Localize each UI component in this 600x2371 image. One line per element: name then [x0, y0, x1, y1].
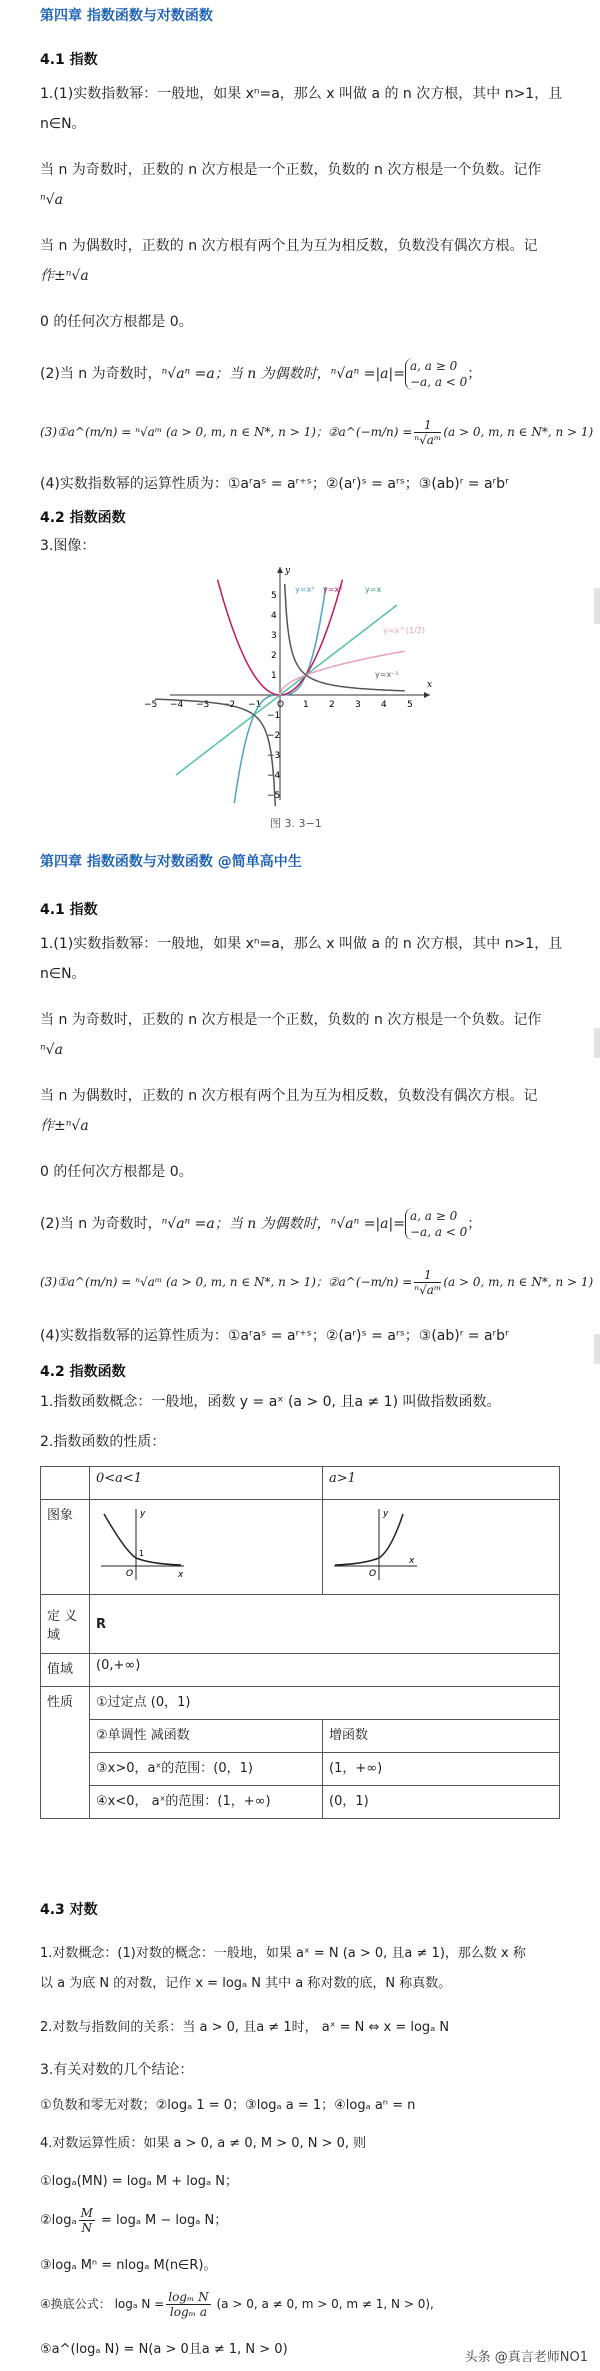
x-tick-label: 2	[329, 700, 335, 710]
table-cell: ④x<0， aˣ的范围：(1，+∞)	[90, 1786, 323, 1819]
x-tick-label: −4	[170, 700, 184, 710]
y-axis-arrow	[277, 567, 283, 573]
paragraph: 0 的任何次方根都是 0。	[40, 1164, 193, 1180]
y-tick-label: −2	[267, 731, 281, 741]
table-row	[41, 1654, 560, 1687]
scroll-marker	[594, 1334, 600, 1364]
formula: ⁿ√a	[40, 192, 63, 208]
table-row	[41, 1786, 560, 1819]
fraction	[166, 2290, 210, 2319]
paragraph: 1.(1)实数指数幂：一般地，如果 xⁿ=a，那么 x 叫做 a 的 n 次方根，其中 n>1，且	[40, 936, 563, 952]
mini-origin-label: O	[126, 1569, 134, 1579]
formula: 作±ⁿ√a	[40, 268, 89, 284]
x-axis-label: x	[427, 680, 433, 690]
formula: ⁿ√a	[40, 1042, 63, 1058]
fraction	[79, 2206, 95, 2235]
table-cell: 值域	[41, 1654, 90, 1687]
row-label: 定 义	[47, 1609, 78, 1624]
numerator: 1	[414, 1268, 441, 1283]
table-cell: ①过定点 (0，1)	[90, 1687, 560, 1720]
table-cell: 图象	[41, 1500, 90, 1595]
paragraph: 1.(1)实数指数幂：一般地，如果 xⁿ=a，那么 x 叫做 a 的 n 次方根，其中 n>1，且	[40, 86, 563, 102]
table-cell: ③x>0，aˣ的范围：(0，1)	[90, 1753, 323, 1786]
case: −a, a < 0	[409, 1225, 468, 1239]
piecewise	[405, 1208, 467, 1240]
text: (2)当 n 为奇数时，	[40, 1216, 162, 1232]
formula: (a > 0, a ≠ 0, m > 0, m ≠ 1, N > 0),	[212, 2297, 434, 2311]
table-row	[41, 1595, 560, 1654]
section-heading: 4.1 指数	[40, 52, 98, 68]
table-cell: (1，+∞)	[323, 1753, 560, 1786]
formula-line	[40, 1268, 594, 1297]
text: ；	[467, 366, 482, 382]
y-tick-label: −5	[267, 791, 281, 801]
numerator: 1	[414, 418, 441, 433]
y-axis-label: y	[285, 566, 291, 576]
paragraph: 4.对数运算性质：如果 a > 0, a ≠ 0, M > 0, N > 0, 则	[40, 2136, 367, 2151]
formula: = logₐ M − logₐ N；	[96, 2213, 228, 2228]
table-header: a>1	[323, 1467, 560, 1500]
curve-label-inverse: y=x⁻¹	[375, 670, 399, 679]
paragraph: 0 的任何次方根都是 0。	[40, 314, 193, 330]
table-cell: (0,+∞)	[90, 1654, 560, 1687]
formula-line: ③logₐ Mⁿ = nlogₐ M(n∈R)。	[40, 2258, 217, 2273]
formula: ⁿ√aⁿ =|a|=	[330, 1216, 405, 1232]
table-row	[41, 1720, 560, 1753]
x-tick-label: 4	[381, 700, 387, 710]
formula-line	[40, 2206, 570, 2235]
mini-y-label: y	[383, 1509, 389, 1519]
curve-label-linear: y=x	[365, 585, 382, 594]
numerator: logₘ N	[168, 2290, 209, 2304]
paragraph: 1.对数概念：(1)对数的概念：一般地，如果 aˣ = N (a > 0, 且a ≠ 1)，那么数 x 称	[40, 1946, 526, 1961]
denominator: N	[81, 2221, 92, 2235]
fraction	[414, 1268, 441, 1297]
case: a, a ≥ 0	[409, 1209, 458, 1223]
chapter-heading: 第四章 指数函数与对数函数	[40, 8, 213, 24]
table-cell	[90, 1500, 323, 1595]
paragraph: 当 n 为偶数时，正数的 n 次方根有两个且为互为相反数，负数没有偶次方根。记	[40, 238, 538, 254]
mini-y-label: y	[140, 1509, 146, 1519]
formula: ④换底公式： logₐ N =	[40, 2297, 165, 2311]
section-heading: 4.2 指数函数	[40, 510, 126, 526]
mini-x-label: x	[178, 1570, 184, 1580]
paragraph: 当 n 为偶数时，正数的 n 次方根有两个且为互为相反数，负数没有偶次方根。记	[40, 1088, 538, 1104]
x-tick-label: O	[277, 700, 285, 710]
paragraph: 以 a 为底 N 的对数，记作 x = logₐ N 其中 a 称对数的底，N 称真数。	[40, 1976, 452, 1991]
table-cell	[41, 1595, 90, 1654]
x-tick-label: −1	[248, 700, 262, 710]
mini-one-label: 1	[139, 1549, 145, 1558]
formula-line	[40, 2290, 570, 2319]
paragraph: ①负数和零无对数；②logₐ 1 = 0；③logₐ a = 1；④logₐ aⁿ = n	[40, 2098, 416, 2113]
increasing-curve-graph	[329, 1504, 419, 1584]
text: ；	[467, 1216, 482, 1232]
table-cell	[323, 1500, 560, 1595]
chapter-heading: 第四章 指数函数与对数函数 @简单高中生	[40, 854, 302, 870]
table-cell: R	[90, 1595, 560, 1654]
table-cell: (0，1)	[323, 1786, 560, 1819]
paragraph: 3.图像：	[40, 538, 96, 554]
text: (2)当 n 为奇数时，	[40, 366, 162, 382]
case: −a, a < 0	[409, 375, 468, 389]
y-tick-label: −1	[267, 711, 281, 721]
x-tick-label: −3	[196, 700, 210, 710]
y-tick-label: 5	[271, 591, 277, 601]
x-tick-label: 5	[407, 700, 413, 710]
x-tick-label: −5	[144, 700, 158, 710]
paragraph: 当 n 为奇数时，正数的 n 次方根是一个正数，负数的 n 次方根是一个负数。记作	[40, 1012, 542, 1028]
section-heading: 4.1 指数	[40, 902, 98, 918]
paragraph: 3.有关对数的几个结论：	[40, 2062, 194, 2078]
table-cell: 增函数	[323, 1720, 560, 1753]
formula: ②logₐ	[40, 2213, 77, 2228]
formula-line: (4)实数指数幂的运算性质为：①aʳaˢ = aʳ⁺ˢ；②(aʳ)ˢ = aʳˢ；③(ab)ʳ = aʳbʳ	[40, 476, 509, 492]
section-heading: 4.2 指数函数	[40, 1364, 126, 1380]
formula-line: (4)实数指数幂的运算性质为：①aʳaˢ = aʳ⁺ˢ；②(aʳ)ˢ = aʳˢ；③(ab)ʳ = aʳbʳ	[40, 1328, 509, 1344]
y-tick-label: 2	[271, 651, 277, 661]
x-tick-label: 3	[355, 700, 361, 710]
formula-line: ⑤a^(logₐ N) = N(a > 0且a ≠ 1, N > 0)	[40, 2342, 288, 2357]
x-tick-label: −2	[222, 700, 236, 710]
curve-linear	[176, 605, 397, 775]
decreasing-curve-graph	[96, 1504, 186, 1584]
y-tick-label: 3	[271, 631, 277, 641]
formula: ⁿ√aⁿ =a；当 n 为偶数时，	[161, 1216, 331, 1232]
curve-inverse-left	[155, 699, 275, 806]
curve-label-cube: y=x³	[295, 585, 315, 594]
formula: (a > 0, m, n ∈ N*, n > 1)	[443, 425, 594, 439]
formula: ⁿ√aⁿ =a；当 n 为偶数时，	[161, 366, 331, 382]
paragraph: 当 n 为奇数时，正数的 n 次方根是一个正数，负数的 n 次方根是一个负数。记作	[40, 162, 542, 178]
table-row	[41, 1467, 560, 1500]
table-cell: ②单调性 减函数	[90, 1720, 323, 1753]
row-label: 域	[47, 1628, 61, 1643]
y-tick-label: 4	[271, 611, 277, 621]
numerator: M	[80, 2206, 93, 2220]
table-header: 0<a<1	[90, 1467, 323, 1500]
denominator: logₘ a	[169, 2305, 207, 2319]
y-tick-label: −4	[267, 771, 281, 781]
formula: (a > 0, m, n ∈ N*, n > 1)	[443, 1275, 594, 1289]
paragraph: n∈N。	[40, 966, 86, 982]
section-heading: 4.3 对数	[40, 1902, 98, 1918]
paragraph: 2.对数与指数间的关系：当 a > 0, 且a ≠ 1时， aˣ = N ⇔ x = logₐ N	[40, 2020, 450, 2035]
table-row	[41, 1753, 560, 1786]
power-functions-graph	[144, 565, 435, 805]
paragraph: 1.指数函数概念：一般地，函数 y = aˣ (a > 0, 且a ≠ 1) 叫做指数函数。	[40, 1394, 501, 1410]
formula: (3)①a^(m/n) = ⁿ√aᵐ (a > 0, m, n ∈ N*, n > 1)；②a^(−m/n) =	[40, 425, 413, 439]
y-tick-label: −3	[267, 751, 281, 761]
watermark: 头条 @真言老师NO1	[464, 2350, 588, 2365]
denominator: ⁿ√aᵐ	[414, 1283, 442, 1297]
y-tick-label: 1	[271, 671, 277, 681]
table-cell	[41, 1467, 90, 1500]
formula: 作±ⁿ√a	[40, 1118, 89, 1134]
formula-line	[40, 418, 594, 447]
formula: ⁿ√aⁿ =|a|=	[330, 366, 405, 382]
scroll-marker	[594, 588, 600, 624]
formula-line	[40, 1208, 570, 1240]
figure-caption: 图 3. 3−1	[270, 817, 322, 830]
fraction	[414, 418, 441, 447]
piecewise	[405, 358, 467, 390]
table-cell: 性质	[41, 1687, 90, 1819]
scroll-marker	[594, 1028, 600, 1058]
curve-label-sqrt: y=x^(1/2)	[383, 626, 425, 635]
formula: (3)①a^(m/n) = ⁿ√aᵐ (a > 0, m, n ∈ N*, n > 1)；②a^(−m/n) =	[40, 1275, 413, 1289]
mini-origin-label: O	[369, 1569, 377, 1579]
curve-label-square: y=x²	[323, 585, 343, 594]
mini-x-label: x	[409, 1556, 415, 1566]
x-axis-arrow	[424, 692, 430, 698]
case: a, a ≥ 0	[409, 359, 458, 373]
exponential-properties-table	[40, 1466, 560, 1819]
x-tick-label: 1	[303, 700, 309, 710]
paragraph: 2.指数函数的性质：	[40, 1434, 166, 1450]
paragraph: n∈N。	[40, 116, 86, 132]
table-row	[41, 1687, 560, 1720]
formula-line	[40, 358, 570, 390]
formula-line: ①logₐ(MN) = logₐ M + logₐ N；	[40, 2174, 238, 2189]
denominator: ⁿ√aᵐ	[414, 433, 442, 447]
table-row	[41, 1500, 560, 1595]
